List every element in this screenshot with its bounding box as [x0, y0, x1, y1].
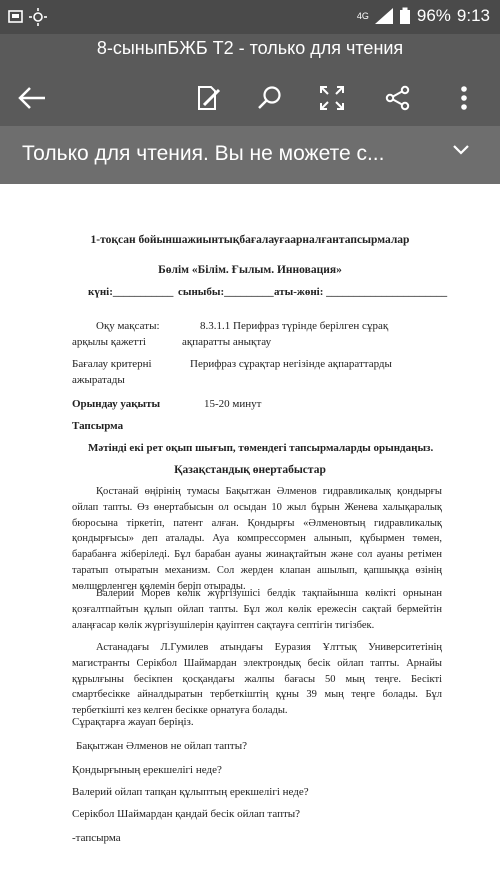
criteria-value: Перифраз сұрақтар негізінде ақпараттарды — [190, 358, 392, 370]
expand-icon — [319, 85, 345, 111]
banner-expand-button[interactable] — [452, 143, 470, 161]
fullscreen-button[interactable] — [312, 78, 352, 118]
question-4: Серікбол Шаймардан қандай бесік ойлап тапты? — [72, 808, 301, 820]
signal-icon — [375, 8, 393, 24]
instruction: Мәтінді екі рет оқып шығып, төмендегі тапсырмаларды орындаңыз. — [88, 442, 434, 454]
search-button[interactable] — [250, 78, 290, 118]
status-right — [357, 6, 490, 26]
status-bar — [0, 0, 500, 34]
battery-percent: 96% — [416, 6, 451, 25]
notification-icons — [8, 7, 52, 27]
question-1: Бақытжан Әлменов не ойлап тапты? — [76, 740, 248, 752]
paragraph-1: Қостанай өңірінің тумасы Бақытжан Әлменов гидравликалық қондырғы ойлап тапты. Өз өнертабысын ол осыдан 10 жыл бұрын Женева халықаралық бюросына тіркетіп, патент алған. Қондырғы «Әлменовтың гидравликалық қондырғысы» деп аталады. Ауа компрессормен алынып, құбырмен төмен, барабанға жіберіледі. Бұл барабан ауаны жинақтайтын және сол ауаны ретімен таратып отыратын механизм. Сол жерден клапан ашылып, қапшыққа өзінің мөлшерленген көлемін беріп отырады. — [72, 486, 442, 592]
edit-button[interactable] — [188, 78, 228, 118]
share-button[interactable] — [378, 78, 418, 118]
edit-document-icon — [195, 85, 221, 111]
chevron-down-icon — [452, 144, 470, 156]
task-label: Тапсырма — [72, 420, 124, 432]
document-page[interactable] — [0, 184, 500, 888]
network-type: 4G — [356, 10, 369, 21]
read-only-banner[interactable] — [0, 126, 500, 184]
time-value: 15-20 минут — [204, 398, 262, 410]
question-3: Валерий ойлап тапқан құлыптың ерекшелігі неде? — [72, 786, 309, 798]
app-bar — [0, 34, 500, 126]
footer-task: -тапсырма — [72, 832, 121, 844]
time-label: Орындау уақыты — [72, 398, 161, 410]
back-arrow-icon — [17, 86, 47, 110]
banner-text: Только для чтения. Вы не можете с... — [22, 142, 385, 165]
paragraph-3: Астанадағы Л.Гумилев атындағы Еуразия Ұлттық Университетінің магистранты Серікбол Шаймардан электрондық бесік ойлап тапты. Арнайы құрылғыны бесікпен қосқандағы жалпы бағасы 50 мың теңге. Бесікті смартбесікке айналдыратын тербеткіштің құны 39 мың теңге болады. Бұл тербеткішті кез келген бесікке орнатуға болады. — [72, 642, 442, 717]
text-title: Қазақстандық өнертабыстар — [174, 464, 326, 476]
doc-section: Бөлім «Білім. Ғылым. Инновация» — [158, 264, 342, 276]
status-left-icons — [8, 7, 52, 31]
more-vert-icon — [460, 85, 468, 111]
question-2: Қондырғының ерекшелігі неде? — [72, 764, 222, 776]
field-name: аты-жөні: ______________________ — [274, 286, 448, 298]
doc-heading: 1-тоқсан бойыншажиынтықбағалауғаарналғантапсырмалар — [90, 234, 410, 246]
paragraph-2: Валерий Морев көлік жүргізушісі белдік тақпайынша көлікті орнынан қозғалтпайтын құлып ойлап тапты. Бұл жол көлік ережесін сақтай бермейтін алаңғасар көлік жүргізушілерін қауіптен сақтауға септігін тигізбек. — [72, 588, 442, 631]
goal-value-2: ақпаратты анықтау — [182, 336, 272, 348]
goal-label-2: арқылы қажетті — [72, 336, 146, 348]
toolbar — [0, 72, 500, 126]
goal-label: Оқу мақсаты: — [96, 320, 160, 332]
share-icon — [385, 85, 411, 111]
back-button[interactable] — [12, 78, 52, 118]
field-date: күні:___________ — [88, 286, 174, 298]
criteria-label-2: ажыратады — [72, 374, 125, 386]
more-options-button[interactable] — [444, 78, 484, 118]
answer-prompt: Сұрақтарға жауап беріңіз. — [72, 716, 194, 728]
clock: 9:13 — [456, 6, 490, 25]
goal-value: 8.3.1.1 Перифраз түрінде берілген сұрақ — [200, 320, 389, 332]
search-icon — [257, 85, 283, 111]
field-class: сыныбы:_________ — [178, 286, 274, 298]
battery-icon — [399, 7, 411, 25]
document-title: 8-сыныпБЖБ Т2 - только для чтения — [96, 38, 404, 58]
criteria-label: Бағалау критерні — [72, 358, 152, 370]
